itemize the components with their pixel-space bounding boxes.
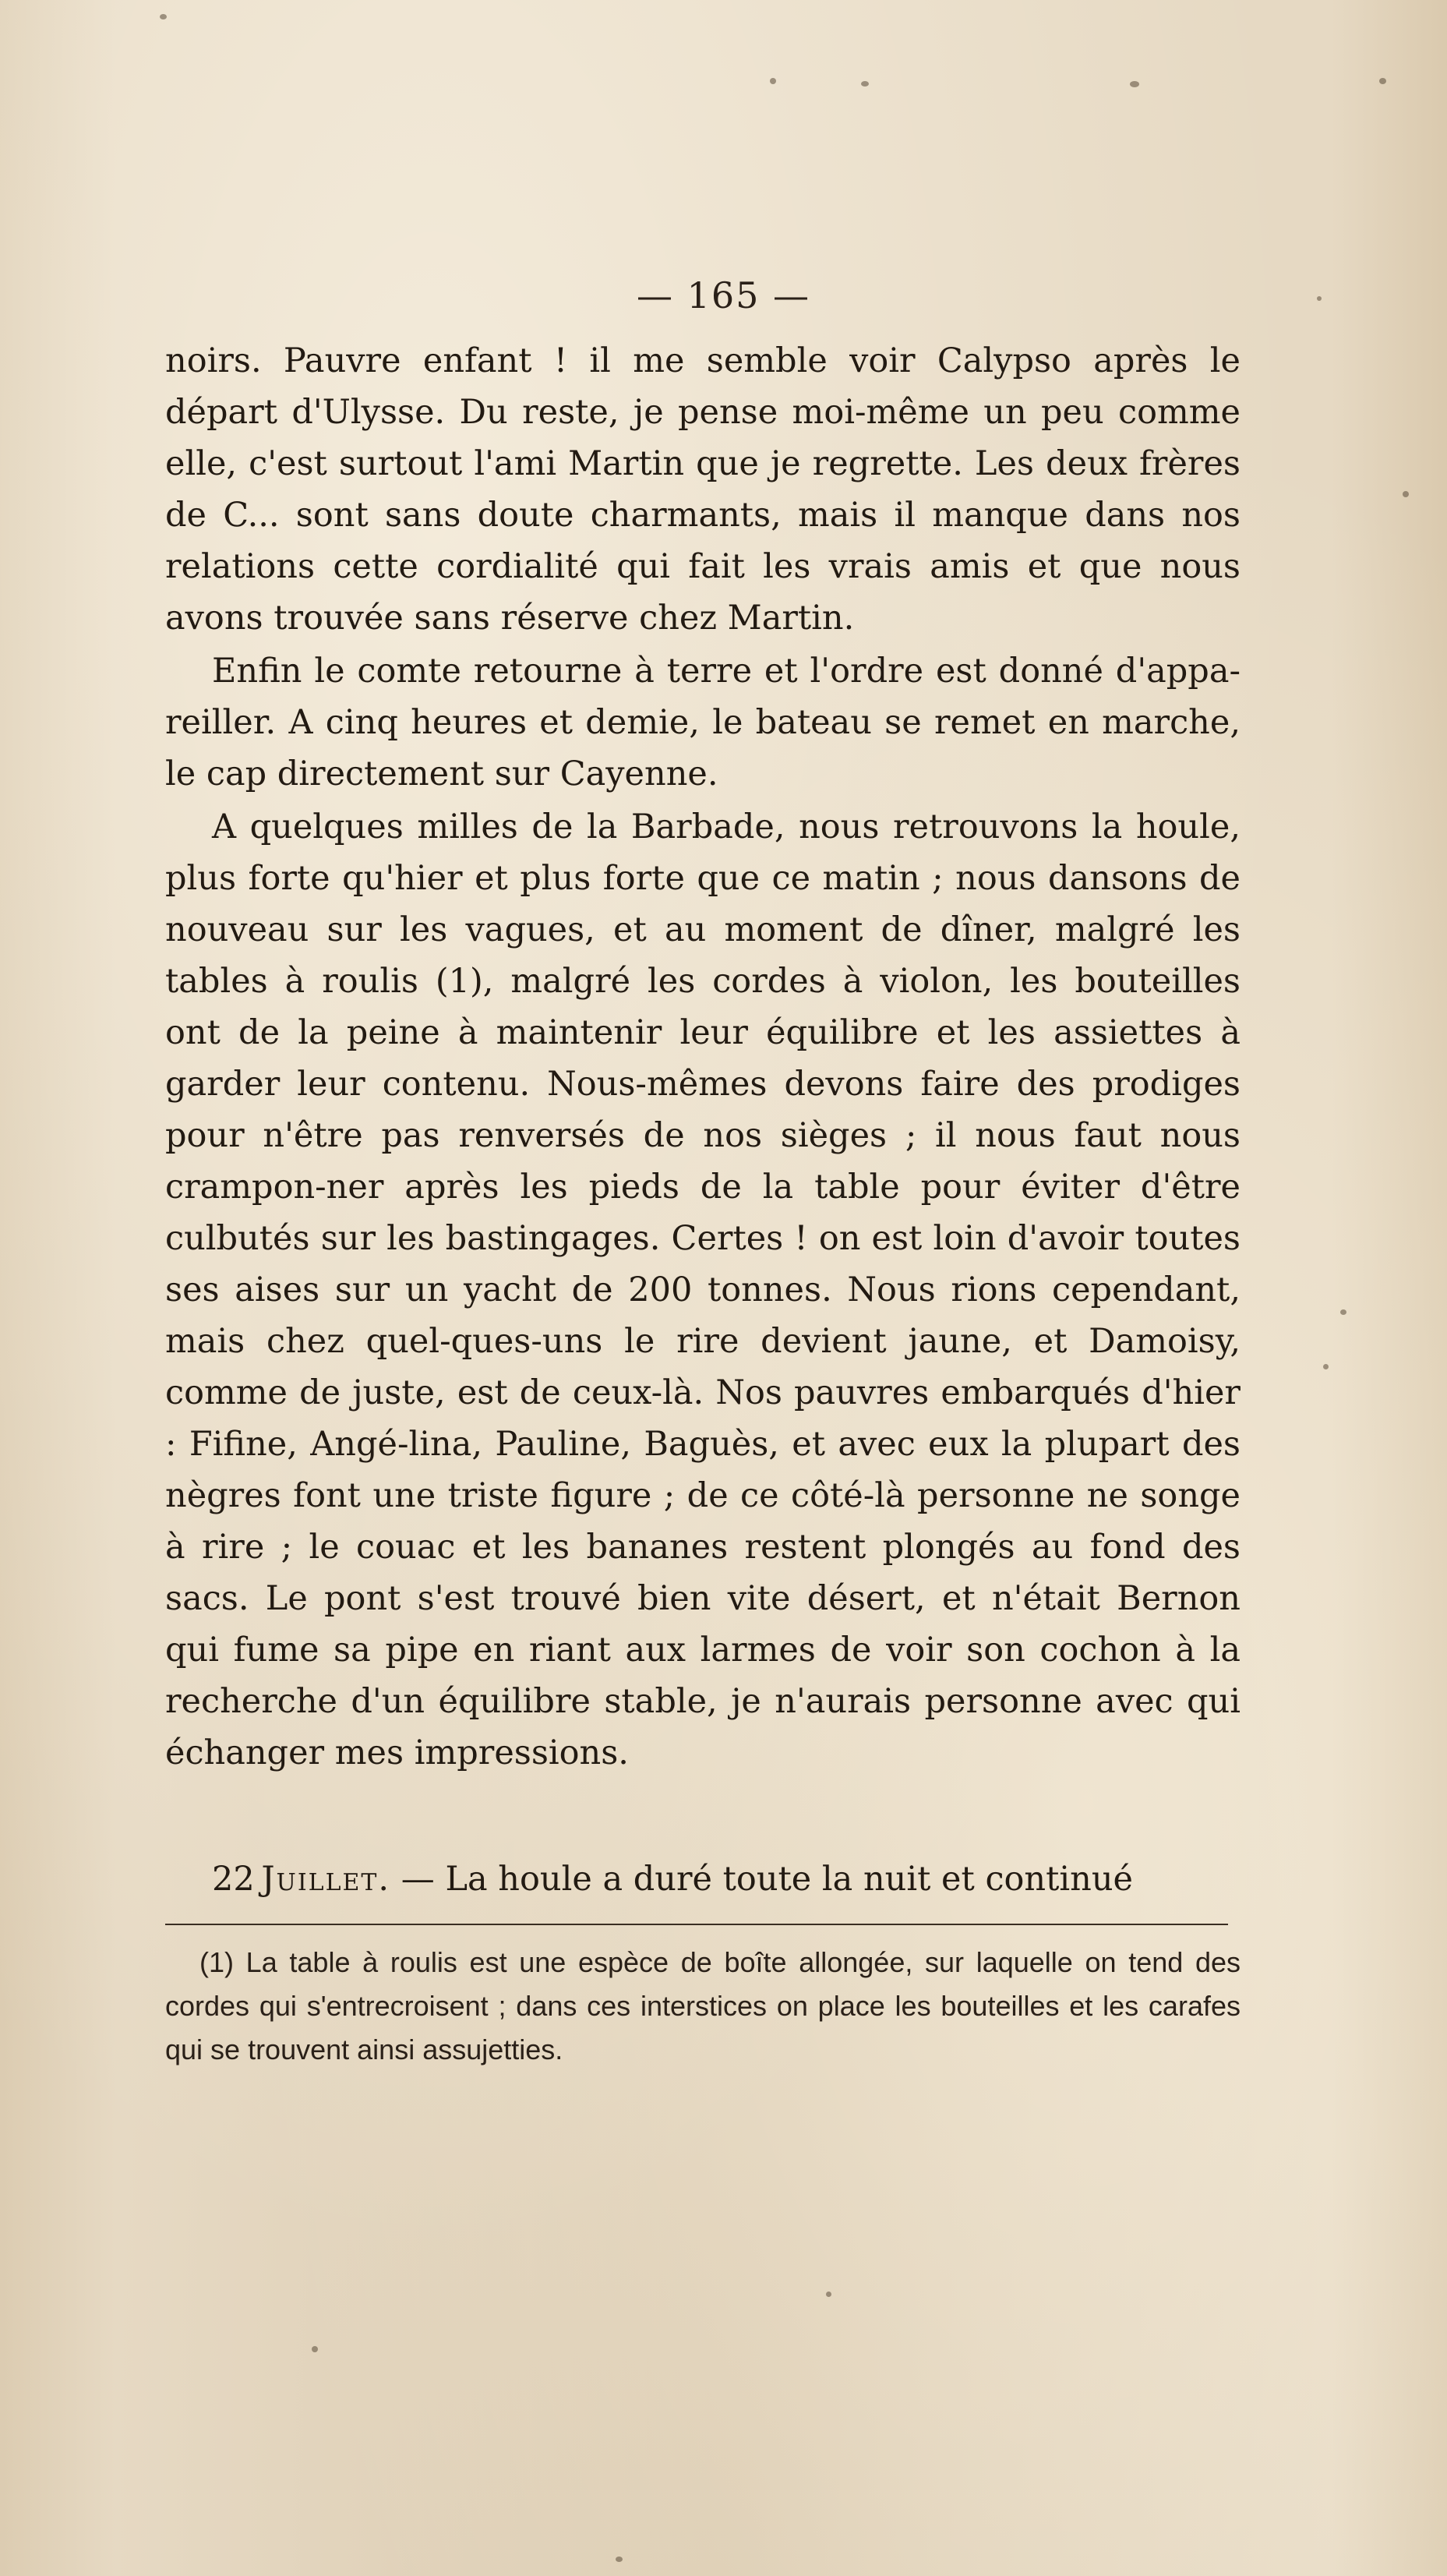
paper-speck: [1130, 81, 1139, 87]
paper-speck: [1379, 78, 1386, 84]
main-text: [165, 335, 1241, 1779]
entry-month: Juillet.: [261, 1860, 391, 1899]
paper-speck: [826, 2292, 831, 2297]
paper-speck: [770, 78, 776, 84]
entry-day: 22: [212, 1860, 255, 1899]
diary-entry-start: [165, 1853, 1241, 1905]
paragraph: A quelques milles de la Barbade, nous retrouvons la houle, plus forte qu'hier et plus forte que ce matin ; nous dansons de nouveau sur les vagues, et au moment de dîner, malgré les tables à roulis (1), malgré les cordes à violon, les bouteilles ont de la peine à maintenir leur équilibre et les assiettes à garder leur contenu. Nous-mêmes devons faire des prodiges pour n'être pas renversés de nos sièges ; il nous faut nous crampon-ner après les pieds de la table pour éviter d'être culbutés sur les bastingages. Certes ! on est loin d'avoir toutes ses aises sur un yacht de 200 tonnes. Nous rions cependant, mais chez quel-ques-uns le rire devient jaune, et Damoisy, comme de juste, est de ceux-là. Nos pauvres embarqués d'hier : Fifine, Angé-lina, Pauline, Baguès, et avec eux la plupart des nègres font une triste figure ; de ce côté-là personne ne songe à rire ; le couac et les bananes restent plongés au fond des sacs. Le pont s'est trouvé bien vite désert, et n'était Bernon qui fume sa pipe en riant aux larmes de voir son cochon à la recherche d'un équilibre stable, je n'aurais personne avec qui échanger mes impressions.: [165, 807, 1241, 1772]
paper-speck: [1403, 491, 1409, 497]
paper-speck: [1323, 1364, 1329, 1369]
entry-text: — La houle a duré toute la nuit et continué: [401, 1860, 1133, 1899]
paper-speck: [160, 14, 167, 19]
paper-speck: [312, 2346, 318, 2352]
paper-speck: [1340, 1309, 1346, 1315]
paper-speck: [861, 81, 869, 87]
footnote-separator: [165, 1924, 1228, 1925]
paragraph: noirs. Pauvre enfant ! il me semble voir Calypso après le départ d'Ulysse. Du reste, je pense moi-même un peu comme elle, c'est surtout l'ami Martin que je regrette. Les deux frères de C... sont sans doute charmants, mais il manque dans nos relations cette cordialité qui fait les vrais amis et que nous avons trouvée sans réserve chez Martin.: [165, 341, 1241, 638]
page-number: — 165 —: [636, 274, 811, 316]
paper-speck: [616, 2557, 623, 2562]
paragraph: Enfin le comte retourne à terre et l'ordre est donné d'appa-reiller. A cinq heures et demie, le bateau se remet en marche, le cap directement sur Cayenne.: [165, 652, 1241, 793]
footnote: (1) La table à roulis est une espèce de boîte allongée, sur laquelle on tend des cordes qui s'entrecroisent ; dans ces interstices on place les bouteilles et les carafes qui se trouvent ainsi assujetties.: [165, 1946, 1241, 2065]
